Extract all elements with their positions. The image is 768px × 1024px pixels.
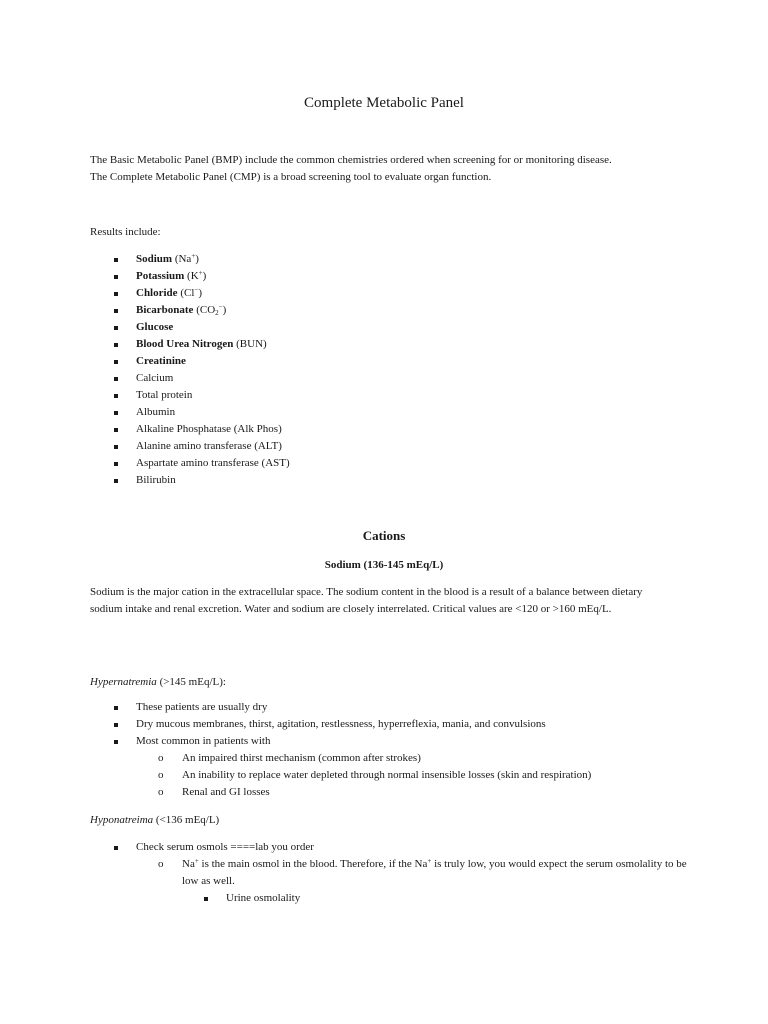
results-label: Results include: xyxy=(90,226,161,238)
list-item: o An inability to replace water depleted through normal insensible losses (skin and respiration) xyxy=(90,767,710,784)
list-item: o Renal and GI losses xyxy=(90,784,710,801)
bullet-circle-icon: o xyxy=(158,752,164,764)
intro-line-2: The Complete Metabolic Panel (CMP) is a broad screening tool to evaluate organ function. xyxy=(90,171,492,183)
bullet-square-icon xyxy=(114,360,118,364)
list-item: Bilirubin xyxy=(90,472,650,489)
list-item: Total protein xyxy=(90,387,650,404)
list-item: Calcium xyxy=(90,370,650,387)
bullet-circle-icon: o xyxy=(158,786,164,798)
bullet-square-icon xyxy=(114,258,118,262)
list-item: Aspartate amino transferase (AST) xyxy=(90,455,650,472)
hypernatremia-list xyxy=(90,699,690,750)
bullet-square-icon xyxy=(114,292,118,296)
bullet-square-icon xyxy=(114,309,118,313)
subsection-heading-sodium: Sodium (136-145 mEq/L) xyxy=(324,559,444,571)
page-title: Complete Metabolic Panel xyxy=(304,95,464,111)
bullet-square-icon xyxy=(114,343,118,347)
bullet-square-icon xyxy=(114,479,118,483)
list-item: Creatinine xyxy=(90,353,650,370)
list-item: Sodium (Na+) xyxy=(90,251,650,268)
list-item: Alanine amino transferase (ALT) xyxy=(90,438,650,455)
list-item: Chloride (Cl−) xyxy=(90,285,650,302)
bullet-square-icon xyxy=(114,846,118,850)
bullet-square-icon xyxy=(114,706,118,710)
list-item: Blood Urea Nitrogen (BUN) xyxy=(90,336,650,353)
bullet-square-icon xyxy=(204,897,208,901)
bullet-square-icon xyxy=(114,411,118,415)
bullet-circle-icon: o xyxy=(158,769,164,781)
section-heading-cations: Cations xyxy=(362,528,406,543)
hyponatremia-label: Hyponatreima (<136 mEq/L) xyxy=(90,814,220,826)
bullet-square-icon xyxy=(114,428,118,432)
sodium-paragraph: Sodium is the major cation in the extracellular space. The sodium content in the blood is a result of a balance between dietary sodium intake and renal excretion. Water and sodium are closely interrelated. Critical values are <120 or >160 mEq/L. xyxy=(90,586,643,615)
bullet-square-icon xyxy=(114,445,118,449)
list-item: Most common in patients with xyxy=(90,733,690,750)
list-item: Albumin xyxy=(90,404,650,421)
hypernatremia-sublist xyxy=(90,750,710,801)
list-item: Check serum osmols ====lab you order xyxy=(90,839,690,856)
document-page: Complete Metabolic Panel The Basic Metabolic Panel (BMP) include the common chemistries ordered when screening for or monitoring disease. The Complete Metabolic Panel (CMP) is a broad screening tool to evaluate organ function. Results include: Sodium (Na+) Potassium (K+) Chloride (Cl−) Bicarbonate $(CO_2^-)$ Glucose Blood Urea Nitrogen (BUN) Creatinine Calcium Total protein Albumin Alkaline Phosphatase (Alk Phos) Alanine amino transferase (ALT) Aspartate amino transferase (AST) Bilirubin Cations Sodium (136-145 mEq/L) Sodium is the major cation in the extracellular space. The sodium content in the blood is a result of a balance between dietary sodium intake and renal excretion. Water and sodium are closely interrelated. Critical values are <120 or >160 mEq/L. Hypernatremia (>145 mEq/L): These patients are usually dry Dry mucous membranes, thirst, agitation, restlessness, hyperreflexia, mania, and convulsions Most common in patients with o An impaired thirst mechanism (common after strokes) o An inability to replace water depleted through normal insensible losses (skin and respiration) o Renal and GI losses Hyponatreima (<136 mEq/L) Check serum osmols ====lab you order o Na+ is the main osmol in the blood. Therefore, if the Na+ is truly low, you would expect the serum osmolality to be low as well. Urine osmolality xyxy=(0,0,768,1024)
list-item: Potassium (K+) xyxy=(90,268,650,285)
list-item: Dry mucous membranes, thirst, agitation, restlessness, hyperreflexia, mania, and convulsions xyxy=(90,716,690,733)
intro-paragraph xyxy=(90,152,690,186)
list-item: Bicarbonate $(CO_2^-)$ xyxy=(90,302,650,319)
results-list xyxy=(90,251,650,489)
list-item: Glucose xyxy=(90,319,650,336)
bullet-square-icon xyxy=(114,275,118,279)
bullet-square-icon xyxy=(114,723,118,727)
list-item: Alkaline Phosphatase (Alk Phos) xyxy=(90,421,650,438)
list-item: o An impaired thirst mechanism (common after strokes) xyxy=(90,750,710,767)
bullet-square-icon xyxy=(114,394,118,398)
bullet-square-icon xyxy=(114,462,118,466)
hyponatremia-list xyxy=(90,839,690,856)
bullet-circle-icon: o xyxy=(158,858,164,870)
bullet-square-icon xyxy=(114,740,118,744)
intro-line-1: The Basic Metabolic Panel (BMP) include the common chemistries ordered when screening for or monitoring disease. xyxy=(90,154,612,166)
bullet-square-icon xyxy=(114,377,118,381)
hypernatremia-label: Hypernatremia (>145 mEq/L): xyxy=(90,676,226,688)
list-item: These patients are usually dry xyxy=(90,699,690,716)
bullet-square-icon xyxy=(114,326,118,330)
